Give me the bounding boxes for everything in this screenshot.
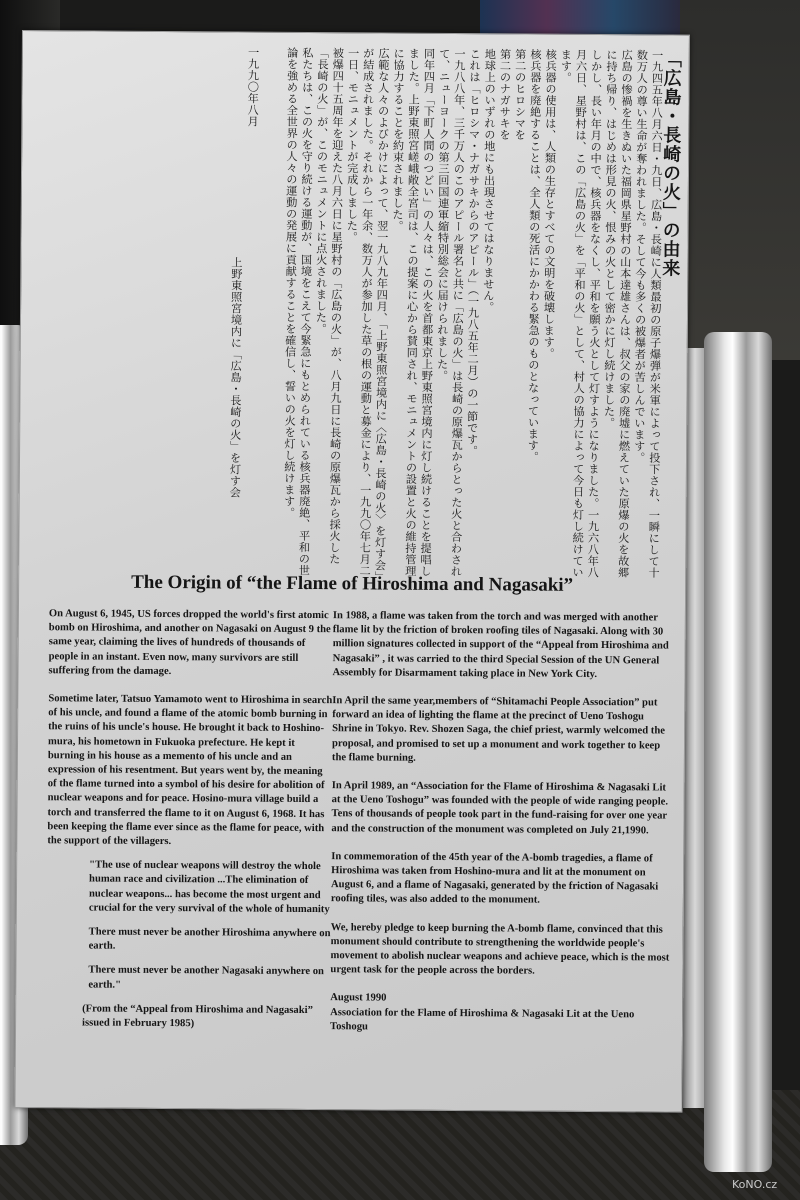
english-paragraph: On August 6, 1945, US forces dropped the world's first atomic bomb on Hiroshima, and another on Nagasaki on August 9 the same year, claiming the lives of hundreds of thousands of people in an instant. Even now, many survivors are still suffering from the damage. xyxy=(48,608,331,677)
japanese-paragraph: 核兵器の使用は、人類の生存とすべての文明を破壊します。 xyxy=(542,48,557,360)
english-paragraph: In commemoration of the 45th year of the A-bomb tragedies, a flame of Hiroshima was taken from Hoshino-mura and lit at the monument on August 6, and a flame of Nagasaki, generated by the friction of Nagasaki roofing tiles, was also added to the monument. xyxy=(330,851,659,907)
japanese-paragraph: 広範な人々のよびかけによって、翌一九八九年四月、「上野東照宮境内に〈広島・長崎の火〉を灯す会」が結成されました。それから一年余、数万人が参加した草の根の運動と募金により、一九九〇年七月二一日、モニュメントが完成しました。 xyxy=(345,47,390,577)
watermark: KoNO.cz xyxy=(732,1178,778,1191)
quote-source: (From the “Appeal from Hiroshima and Nagasaki” issued in February 1985) xyxy=(82,1003,313,1030)
japanese-paragraph: 被爆四十五周年を迎えた八月六日に星野村の「広島の火」が、八月九日に長崎の原爆瓦から採火した「長崎の火」が、このモニュメントに点火されました。 xyxy=(314,47,344,565)
japanese-paragraph: 地球上のいずれの地にも出現させてはなりません。 xyxy=(481,48,496,313)
english-paragraph: In 1988, a flame was taken from the torch and was merged with another flame lit by the friction of broken roofing tiles of Nagasaki. Along with 30 million signatures collected in support of the “Appeal from Hiroshima and Nagasaki” , it was carried to the third Special Session of the UN General Assembly for Disarmament taking place in New York City. xyxy=(332,610,669,680)
japanese-signature: 上野東照宮境内に「広島・長崎の火」を灯す会 xyxy=(228,256,242,499)
japanese-title: 「広島・長崎の火」の由来 xyxy=(660,49,682,278)
japanese-paragraph: 私たちは、この火を守り続ける運動が、国境をこえて今緊急にもとめられている核兵器廃絶、平和の世論を強める全世界の人々の運動の発展に貢献することを確信し、誓いの火を灯し続けます。 xyxy=(282,46,314,577)
japanese-paragraph: 同年四月「下町人間のつどい」の人々は、この火を首都東京上野東照宮境内に灯し続けることを提唱しました。上野東照宮嵯峨敞全宮司は、この提案に心から賛同され、モニュメントの設置と火の維持管理に協力することを約束されました。 xyxy=(390,47,435,577)
english-paragraph: We, hereby pledge to keep burning the A-bomb flame, convinced that this monument should contribute to strengthening the worldwide people's movement to abolish nuclear weapons and achieve peace, which is the most urgent task for the people across the borders. xyxy=(330,921,670,977)
background-shrine-right xyxy=(680,0,800,360)
english-paragraph: In April the same year,members of “Shitamachi People Association” put forward an idea of lighting the flame at the precinct of Ueno Toshogu Shrine in Tokyo. Rev. Shozen Saga, the chief priest, warmly welcomed the proposal, and promised to set up a monument and work together to keep the flame burning. xyxy=(331,695,665,764)
plaque xyxy=(14,30,690,1113)
japanese-text-block xyxy=(75,45,682,579)
japanese-paragraph: 一九四五年八月六日・九日、広島・長崎に人類最初の原子爆弾が米軍によって投下され、一瞬にして十数万人の尊い生命が奪われました。そして今も多くの被爆者が苦しんでいます。 xyxy=(632,49,663,579)
japanese-paragraph: これは「ヒロシマ・ナガサキからのアピール」（一九八五年二月）の一節です。 xyxy=(465,48,481,457)
japanese-paragraph: 第二のナガサキを xyxy=(498,48,511,141)
english-paragraph: Sometime later, Tatsuo Yamamoto went to Hiroshima in search of his uncle, and found a flame of the atomic bomb burning in the ruins of his uncle's house. He brought it back to Hoshino-mura, his hometown in Fukuoka prefecture. He kept it burning in his house as a memento of his uncle and an expression of his resentment. But years went by, the meaning of the flame turned into a symbol of his desire for abolition of nuclear weapons and for peace. Hosino-mura village build a torch and transferred the flame to it on August 6, 1968. It has been keeping the flame ever since as the flame for peace, with the support of the villagers. xyxy=(47,693,333,848)
japanese-paragraph: 第二のヒロシマを xyxy=(513,48,526,141)
english-date: August 1990 xyxy=(330,992,387,1005)
japanese-paragraph: 一九八八年、三千万人のこのアピール署名と共に「広島の火」は長崎の原爆瓦からとった火と合わされて、ニューヨークの第三回国連軍縮特別総会に届けられました。 xyxy=(435,47,466,578)
metal-post-right xyxy=(704,332,772,1172)
japanese-paragraph: 核兵器を廃絶することは、全人類の死活にかかわる緊急のものとなっています。 xyxy=(526,48,542,463)
quote-line: There must never be another Hiroshima anywhere on earth. xyxy=(88,926,331,952)
english-paragraph: In April 1989, an “Association for the Flame of Hiroshima & Nagasaki Lit at the Ueno Toshogu” was founded with the people of wide ranging people. Tens of thousands of people took part in the fund-raising for over one year and the construction of the monument was completed on July 21,1990. xyxy=(331,780,669,837)
japanese-paragraph: 広島の惨禍を生きぬいた福岡県星野村の山本達雄さんは、叔父の家の廃墟に燃えていた原爆の火を故郷に持ち帰り、はじめは形見の火、恨みの火として密かに灯し続けました。 xyxy=(602,49,633,579)
english-title: The Origin of “the Flame of Hiroshima and Nagasaki” xyxy=(131,571,574,596)
appeal-quote xyxy=(46,858,331,994)
quote-line: "The use of nuclear weapons will destroy the whole human race and civilization ...The elimination of nuclear weapons... has become the most urgent and crucial for the very survival of the whole of humanity xyxy=(88,859,330,916)
english-signature: Association for the Flame of Hiroshima & Nagasaki Lit at the Ueno Toshogu xyxy=(330,1006,635,1033)
quote-line: There must never be another Nagasaki anywhere on earth." xyxy=(88,964,324,991)
japanese-paragraph: しかし、長い年月の中で、核兵器をなくし、平和を願う火として灯すようになりました。一九六八年八月六日、星野村は、この「広島の火」を「平和の火」として、村人の協力によって今日も灯し続けています。 xyxy=(559,48,602,579)
english-right-column xyxy=(330,609,677,1050)
english-left-column xyxy=(46,607,333,1046)
japanese-date: 一九九〇年八月 xyxy=(246,46,259,128)
